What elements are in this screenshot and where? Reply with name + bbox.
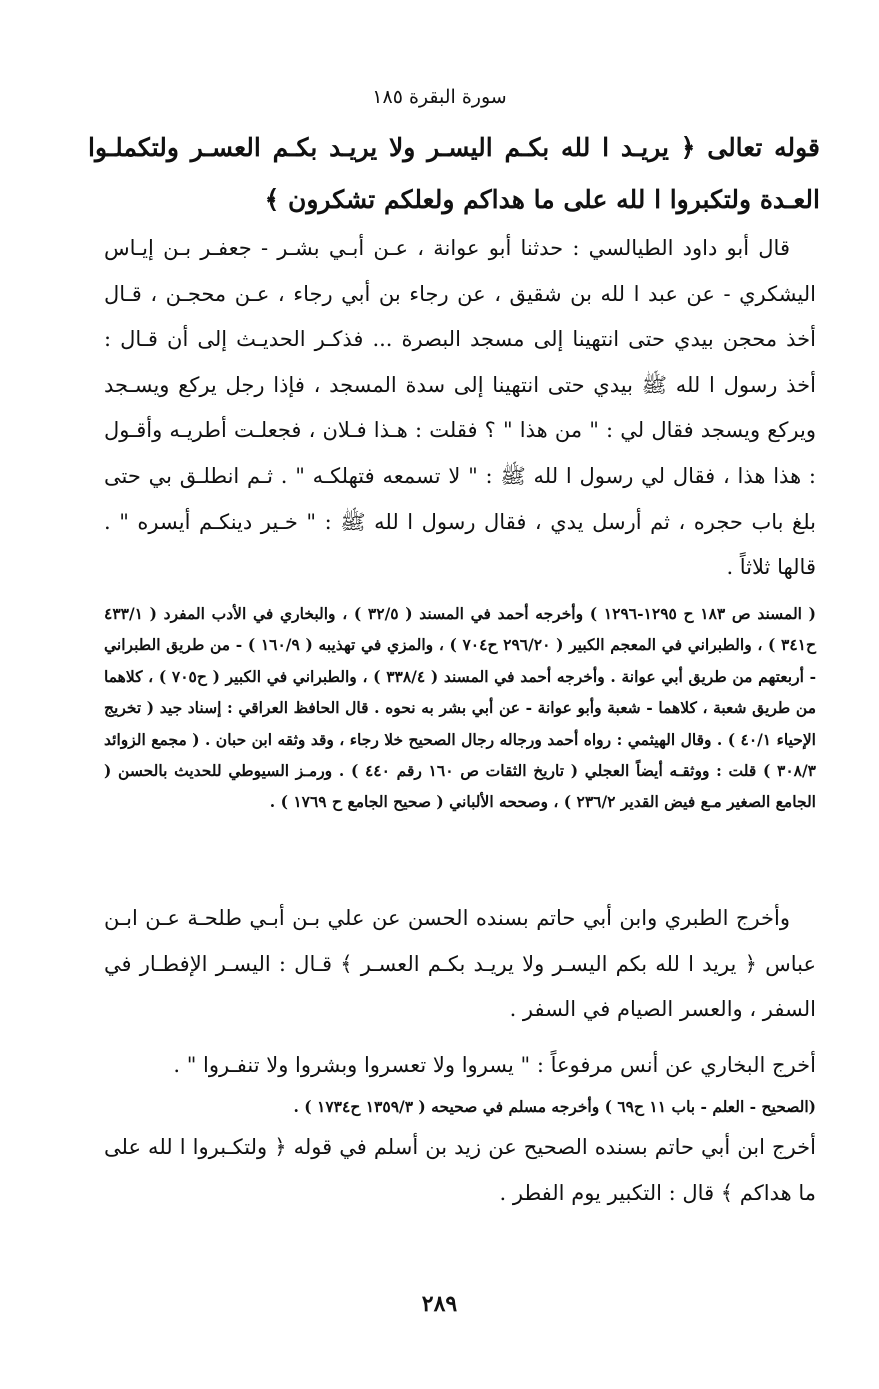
page-number: ٢٨٩: [421, 1291, 458, 1317]
surah-header: سورة البقرة ١٨٥: [372, 86, 507, 108]
paragraph-zaid-ibn-aslam: أخرج ابن أبي حاتم بسنده الصحيح عن زيد بن أسلم في قوله ﴿ ولتكـبروا ا لله على ما هداكم ﴾ قال : التكبير يوم الفطر .: [104, 1135, 816, 1205]
footnote-sahih-reference: (الصحيح - العلم - باب ١١ ح٦٩ ) وأخرجه مسلم في صحيحه ( ١٣٥٩/٣ ح١٧٣٤ ) .: [293, 1097, 816, 1116]
paragraph-bukhari-anas: أخرج البخاري عن أنس مرفوعاً : " يسروا ولا تعسروا وبشروا ولا تنفـروا " .: [173, 1053, 816, 1077]
quran-verse-heading: قوله تعالى ﴿ يريـد ا لله بكـم اليسـر ولا يريـد بكـم العسـر ولتكملـوا العـدة ولتكبروا ا لله على ما هداكم ولعلكم تشكرون ﴾: [88, 133, 820, 214]
footnote-takhrij-musnad: ( المسند ص ١٨٣ ح ١٢٩٥-١٢٩٦ ) وأخرجه أحمد في المسند ( ٣٢/٥ ) ، والبخاري في الأدب المفرد ( ٤٣٣/١ ح٣٤١ ) ، والطبراني في المعجم الكبير ( ٢٩٦/٢٠ ح٧٠٤ ) ، والمزي في تهذيبه ( ١٦٠/٩ ) - من طريق الطبراني - أربعتهم من طريق أبي عوانة . وأخرجه أحمد في المسند ( ٣٣٨/٤ ) ، والطبراني في الكبير ( ح٧٠٥ ) ، كلاهما من طريق شعبة ، كلاهما - شعبة وأبو عوانة - عن أبي بشر به نحوه . قال الحافظ العراقي : إسناد جيد ( تخريج الإحياء ٤٠/١ ) . وقال الهيثمي : رواه أحمد ورجاله رجال الصحيح خلا رجاء ، وقد وثقه ابن حبان . ( مجمع الزوائد ٣٠٨/٣ ) قلت : ووثقـه أيضاً العجلي ( تاريخ الثقات ص ١٦٠ رقم ٤٤٠ ) . ورمـز السيوطي للحديث بالحسن ( الجامع الصغير مـع فيض القدير ٢٣٦/٢ ) ، وصححه الألباني ( صحيح الجامع ح ١٧٦٩ ) .: [104, 604, 817, 812]
paragraph-tabari-ibn-abi-hatim: وأخرج الطبري وابن أبي حاتم بسنده الحسن عن علي بـن أبـي طلحـة عـن ابـن عباس ﴿ يريد ا لله بكم اليسـر ولا يريـد بكـم العسـر ﴾ قـال : اليسـر الإفطـار في السفر ، والعسر الصيام في السفر .: [104, 906, 816, 1022]
hadith-paragraph-abu-dawud: قال أبو داود الطيالسي : حدثنا أبو عوانة ، عـن أبـي بشـر - جعفـر بـن إيـاس اليشكري - عن عبد ا لله بن شقيق ، عن رجاء بن أبي رجاء ، عـن محجـن ، قـال أخذ محجن بيدي حتى انتهينا إلى مسجد البصرة ... فذكـر الحديـث إلى أن قـال : أخذ رسول ا لله ﷺ بيدي حتى انتهينا إلى سدة المسجد ، فإذا رجل يركع ويسـجد ويركع ويسجد فقال لي : " من هذا " ؟ فقلت : هـذا فـلان ، فجعلـت أطريـه وأقـول : هذا هذا ، فقال لي رسول ا لله ﷺ : " لا تسمعه فتهلكـه " . ثـم انطلـق بي حتى بلغ باب حجره ، ثم أرسل يدي ، فقال رسول ا لله ﷺ : " خـير دينكـم أيسره " . قالها ثلاثاً .: [104, 236, 816, 580]
